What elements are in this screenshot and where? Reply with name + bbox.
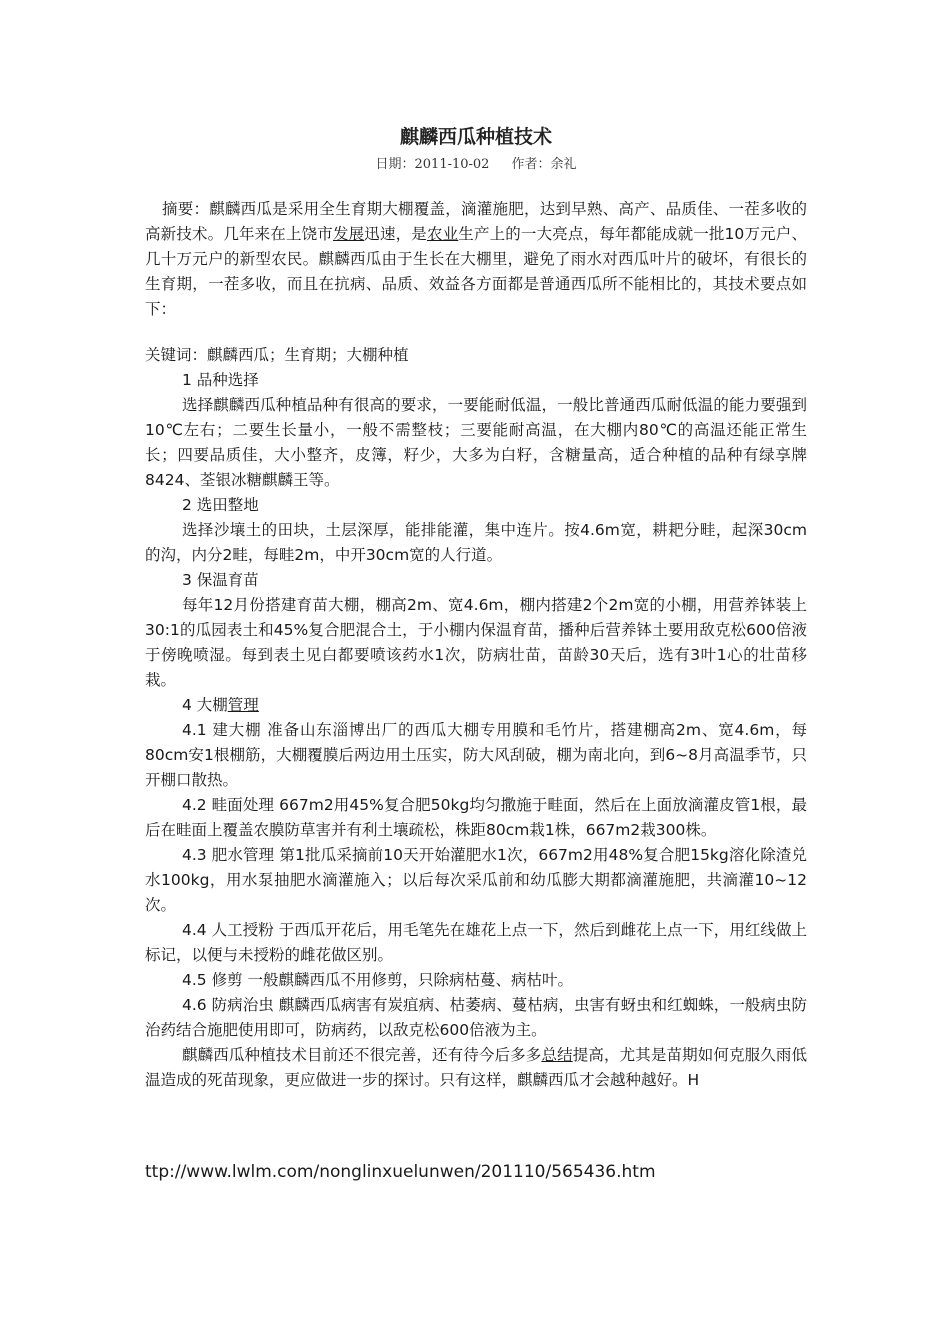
abstract-link-development[interactable]: 发展 xyxy=(332,225,365,243)
section-4-1-text: 4.1 建大棚 准备山东淄博出厂的西瓜大棚专用膜和毛竹片，搭建棚高2m、宽4.6m，每80cm安1根棚筋，大棚覆膜后两边用土压实，防大风刮破，棚为南北向，到6~8月高温季节，只开棚口散热。 xyxy=(145,721,807,789)
author-label: 作者：余礼 xyxy=(511,157,577,172)
section-4-5-text: 4.5 修剪 一般麒麟西瓜不用修剪，只除病枯蔓、病枯叶。 xyxy=(182,971,574,989)
conclusion-text-1: 麒麟西瓜种植技术目前还不很完善，还有待今后多多 xyxy=(182,1046,542,1064)
conclusion-link-summary[interactable]: 总结 xyxy=(541,1046,573,1064)
document-title: 麒麟西瓜种植技术 xyxy=(399,126,552,148)
section-3-text: 每年12月份搭建育苗大棚，棚高2m、宽4.6m，棚内搭建2个2m宽的小棚，用营养钵装上30:1的瓜园表土和45%复合肥混合土，于小棚内保温育苗，播种后营养钵土要用敌克松600倍液于傍晚喷湿。每到表土见白都要喷该药水1次，防病壮苗，苗龄30天后，选有3叶1心的壮苗移栽。 xyxy=(145,596,807,689)
section-1-text: 选择麒麟西瓜种植品种有很高的要求，一要能耐低温，一般比普通西瓜耐低温的能力要强到10℃左右；二要生长量小，一般不需整枝；三要能耐高温，在大棚内80℃的高温还能正常生长；四要品质佳，大小整齐，皮簿，籽少，大多为白籽，含糖量高，适合种植的品种有绿享牌8424、荃银冰糖麒麟王等。 xyxy=(145,396,807,489)
section-4-title-text: 4 大棚 xyxy=(182,696,228,714)
date-label: 日期：2011-10-02 xyxy=(375,157,490,172)
main-content xyxy=(145,343,807,1093)
conclusion-text-2: 提高，尤其是苗期如何克服久雨低温造成的死苗现象，更应做进一步的探讨。只有这样，麒麟西瓜才会越种越好。H xyxy=(145,1046,807,1089)
conclusion-paragraph xyxy=(145,1043,807,1093)
abstract-text-2: 迅速，是 xyxy=(364,225,427,243)
abstract-paragraph xyxy=(145,197,807,322)
keywords: 关键词：麒麟西瓜；生育期；大棚种植 xyxy=(145,346,409,364)
source-url[interactable]: ttp://www.lwlm.com/nonglinxuelunwen/201110/565436.htm xyxy=(145,1162,656,1182)
section-2-title: 2 选田整地 xyxy=(182,496,259,514)
section-4-3-text: 4.3 肥水管理 第1批瓜采摘前10天开始灌肥水1次，667m2用48%复合肥15kg溶化除渣兑水100kg，用水泵抽肥水滴灌施入；以后每次采瓜前和幼瓜膨大期都滴灌施肥，共滴灌10~12次。 xyxy=(145,846,807,914)
abstract-text-1: 摘要：麒麟西瓜是采用全生育期大棚覆盖，滴灌施肥，达到早熟、高产、品质佳、一茬多收的高新技术。几年来在上饶市 xyxy=(145,200,807,243)
section-4-4-text: 4.4 人工授粉 于西瓜开花后，用毛笔先在雄花上点一下，然后到雌花上点一下，用红线做上标记，以便与未授粉的雌花做区别。 xyxy=(145,921,807,964)
section-4-6-text: 4.6 防病治虫 麒麟西瓜病害有炭疽病、枯萎病、蔓枯病，虫害有蚜虫和红蜘蛛，一般病虫防治药结合施肥使用即可，防病药，以敌克松600倍液为主。 xyxy=(145,996,807,1039)
section-1-title: 1 品种选择 xyxy=(182,371,259,389)
section-4-2-text: 4.2 畦面处理 667m2用45%复合肥50kg均匀撒施于畦面，然后在上面放滴灌皮管1根，最后在畦面上覆盖农膜防草害并有利土壤疏松，株距80cm栽1株，667m2栽300株。 xyxy=(145,796,807,839)
section-4-title-link[interactable]: 管理 xyxy=(227,696,259,714)
section-4-title xyxy=(145,693,807,718)
abstract-link-agriculture[interactable]: 农业 xyxy=(426,225,459,243)
section-3-title: 3 保温育苗 xyxy=(182,571,259,589)
section-2-text: 选择沙壤土的田块，土层深厚，能排能灌，集中连片。按4.6m宽，耕耙分畦，起深30cm的沟，内分2畦，每畦2m，中开30cm宽的人行道。 xyxy=(145,521,807,564)
abstract-text-3: 生产上的一大亮点，每年都能成就一批10万元户、几十万元户的新型农民。麒麟西瓜由于生长在大棚里，避免了雨水对西瓜叶片的破坏，有很长的生育期，一茬多收，而且在抗病、品质、效益各方面都是普通西瓜所不能相比的，其技术要点如下： xyxy=(145,225,807,318)
document-meta xyxy=(145,153,807,172)
